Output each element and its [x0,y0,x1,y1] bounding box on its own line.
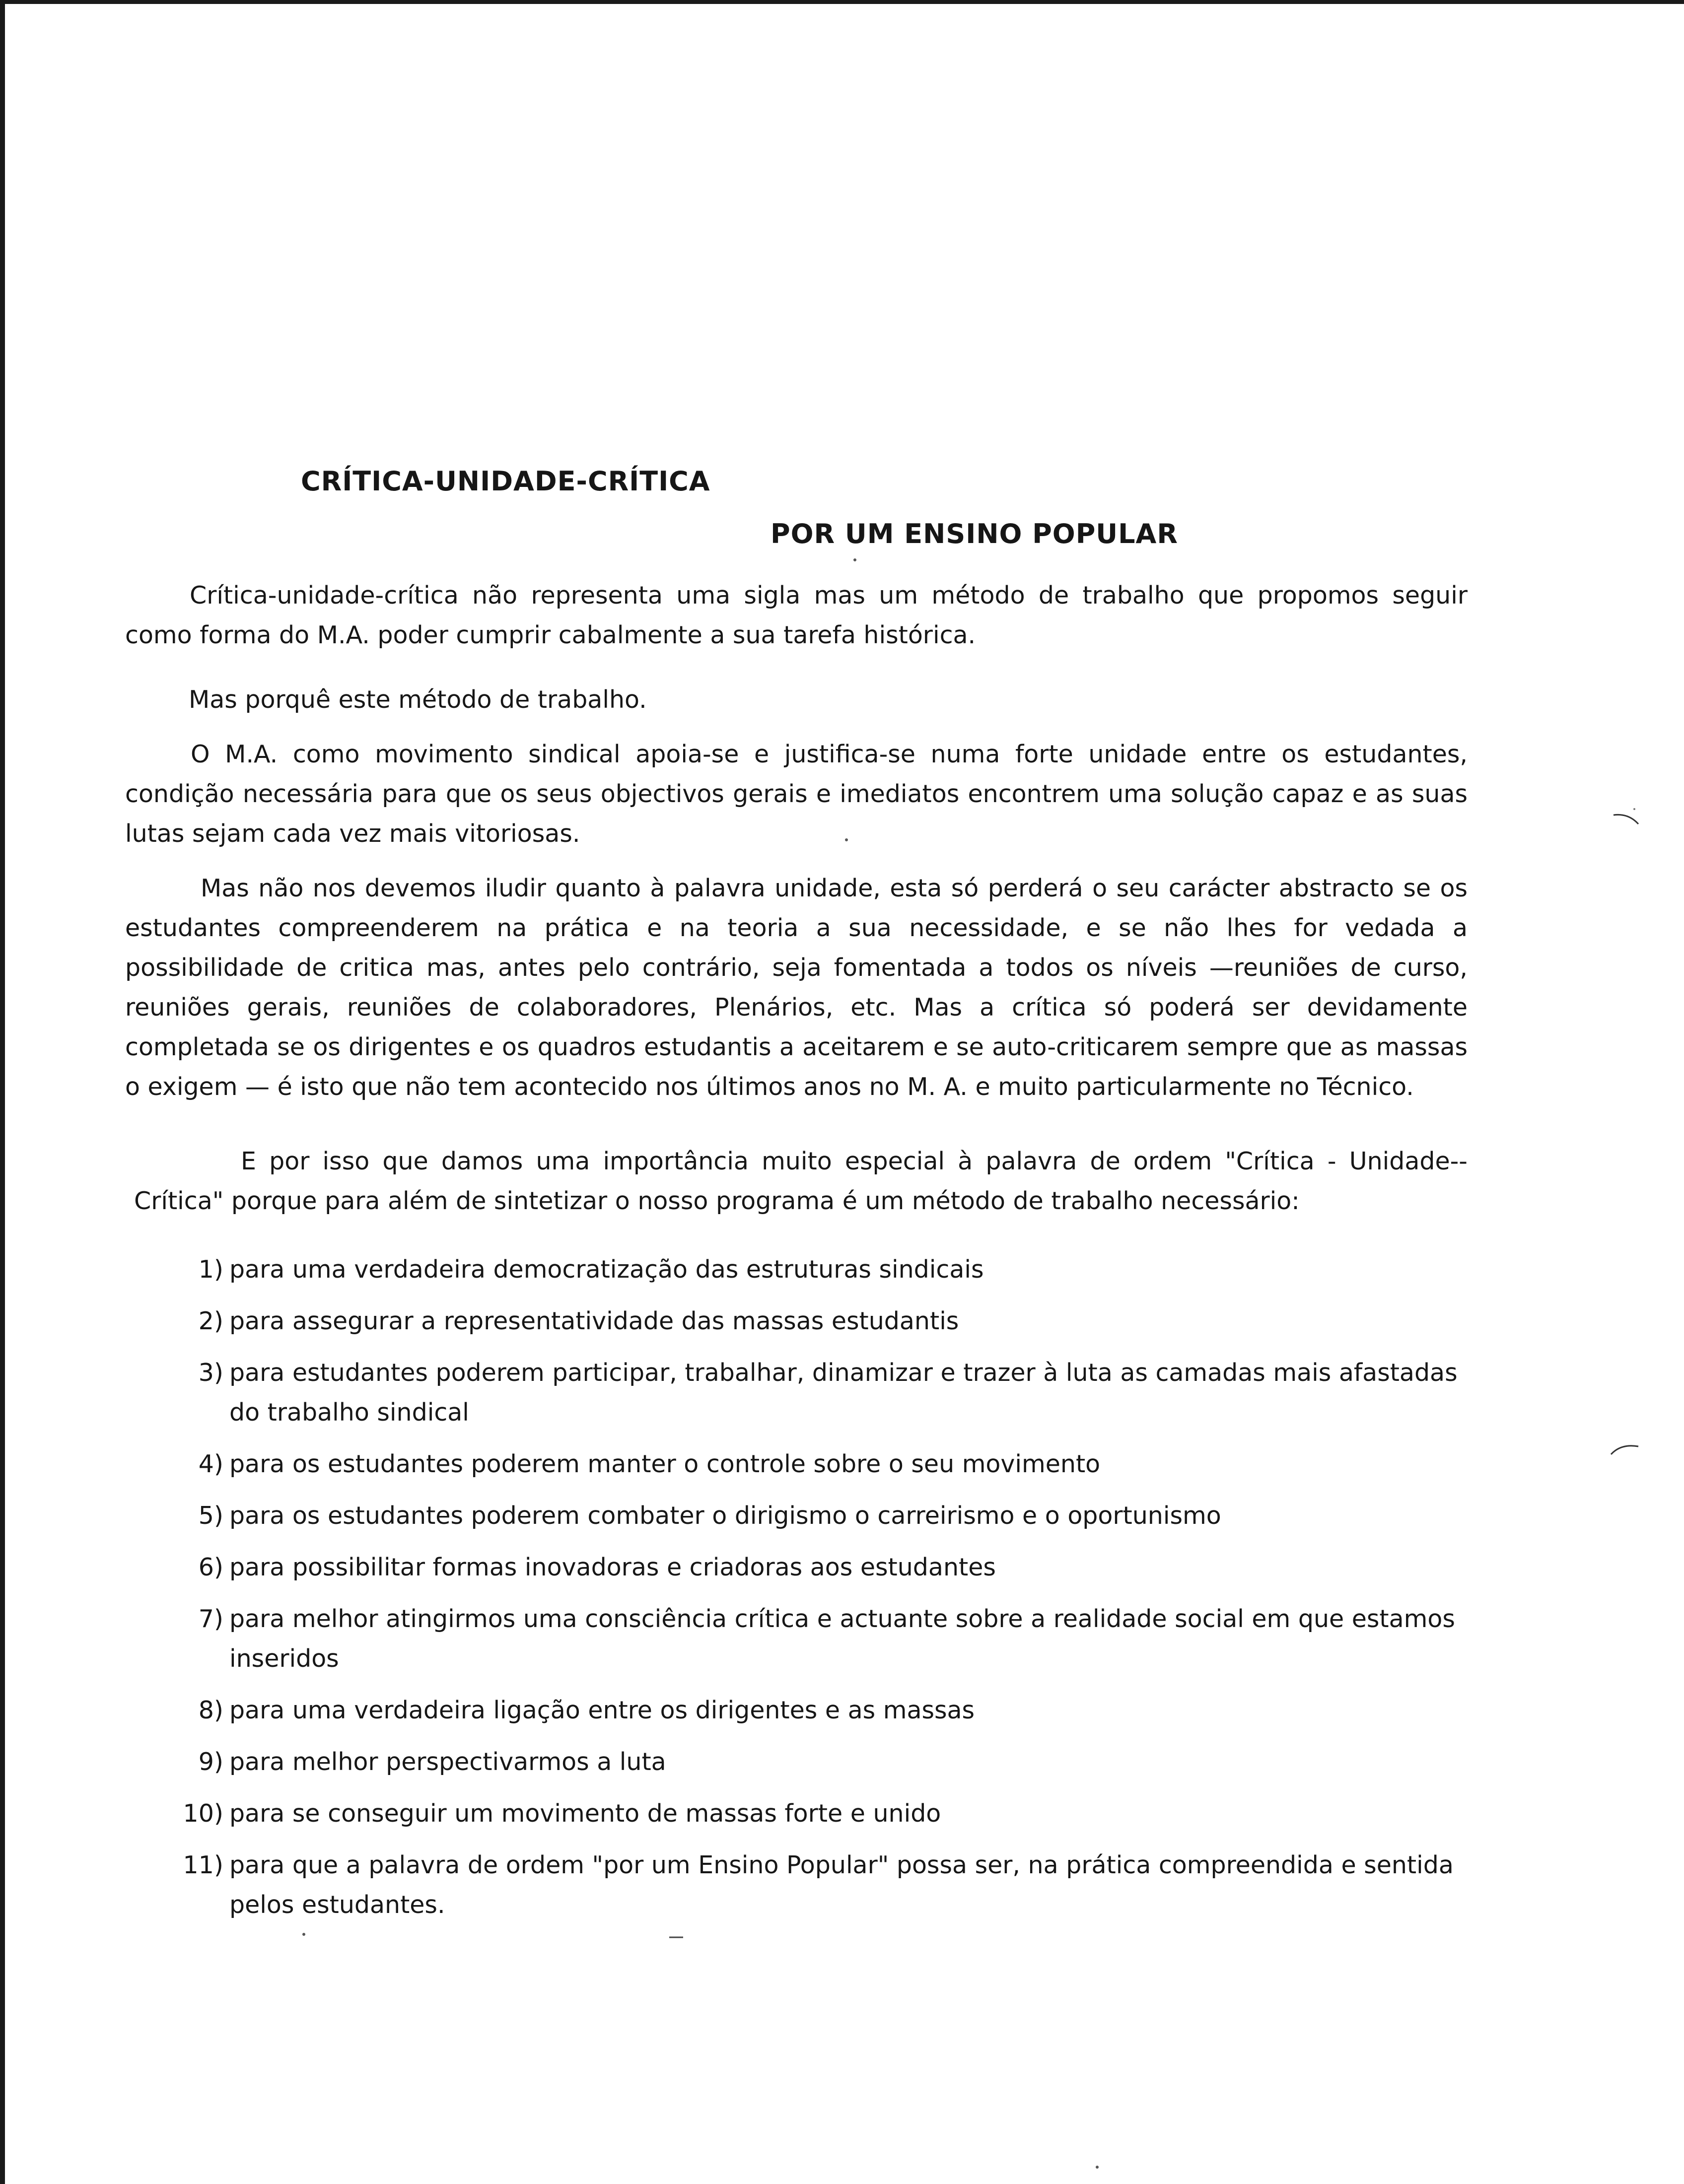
paragraph-intro: Crítica-unidade-crítica não representa uma sigla mas um método de trabalho que propomos seguir como forma do M.A. poder cumprir cabalmente a sua tarefa histórica. [125,581,1468,649]
list-item-text: para assegurar a representatividade das massas estudantis [229,1307,959,1335]
list-item-number: 10) [183,1799,223,1828]
list-item-text: para melhor perspectivarmos a luta [229,1748,666,1776]
list-item-number: 2) [198,1307,223,1335]
scan-speck [845,838,848,841]
list-item-text: para os estudantes poderem manter o controle sobre o seu movimento [229,1450,1101,1478]
list-item-number: 5) [198,1502,223,1530]
scan-speck [1096,2166,1099,2169]
scan-mark [1614,815,1638,824]
list-item-text: para melhor atingirmos uma consciência crítica e actuante sobre a realidade social em que estamos inseridos [229,1605,1455,1673]
list-item-number: 6) [198,1553,223,1581]
list-item-number: 1) [198,1255,223,1284]
document-subtitle: POR UM ENSINO POPULAR [771,518,1178,549]
list-item-number: 8) [198,1696,223,1724]
scan-speck [1633,808,1635,810]
list-item-text: para uma verdadeira democratização das estruturas sindicais [229,1255,984,1284]
list-item-text: para os estudantes poderem combater o dirigismo o carreirismo e o oportunismo [229,1502,1221,1530]
list-item-text: para possibilitar formas inovadoras e criadoras aos estudantes [229,1553,996,1581]
list-item-number: 7) [198,1605,223,1633]
scan-mark [1611,1446,1638,1454]
list-item-number: 4) [198,1450,223,1478]
document-title: CRÍTICA-UNIDADE-CRÍTICA [301,466,710,497]
list-item-text: para que a palavra de ordem "por um Ensino Popular" possa ser, na prática compreendida e sentida pelos estudantes. [229,1851,1454,1919]
list-item-number: 9) [198,1748,223,1776]
scan-speck [853,558,856,561]
list-item-text: para se conseguir um movimento de massas forte e unido [229,1799,941,1828]
paragraph-question: Mas porquê este método de trabalho. [189,685,647,714]
list-item-number: 3) [198,1359,223,1387]
scan-speck [302,1933,305,1936]
list-item-text: para estudantes poderem participar, trabalhar, dinamizar e trazer à luta as camadas mais afastadas do trabalho sindical [229,1359,1458,1427]
paragraph-slogan: E por isso que damos uma importância muito especial à palavra de ordem "Crítica - Unidade--Crítica" porque para além de sintetizar o nosso programa é um método de trabalho necessário: [134,1147,1468,1215]
paragraph-unity: O M.A. como movimento sindical apoia-se e justifica-se numa forte unidade entre os estudantes, condição necessária para que os seus objectivos gerais e imediatos encontrem uma solução capaz e as suas lutas sejam cada vez mais vitoriosas. [125,740,1468,848]
paragraph-criticism: Mas não nos devemos iludir quanto à palavra unidade, esta só perderá o seu carácter abstracto se os estudantes compreenderem na prática e na teoria a sua necessidade, e se não lhes for vedada a possibilidade de critica mas, antes pelo contrário, seja fomentada a todos os níveis —reuniões de curso, reuniões gerais, reuniões de colaboradores, Plenários, etc. Mas a crítica só poderá ser devidamente completada se os dirigentes e os quadros estudantis a aceitarem e se auto-criticarem sempre que as massas o exigem — é isto que não tem acontecido nos últimos anos no M. A. e muito particularmente no Técnico. [125,874,1468,1101]
list-item-number: 11) [183,1851,223,1879]
list-item-text: para uma verdadeira ligação entre os dirigentes e as massas [229,1696,975,1724]
